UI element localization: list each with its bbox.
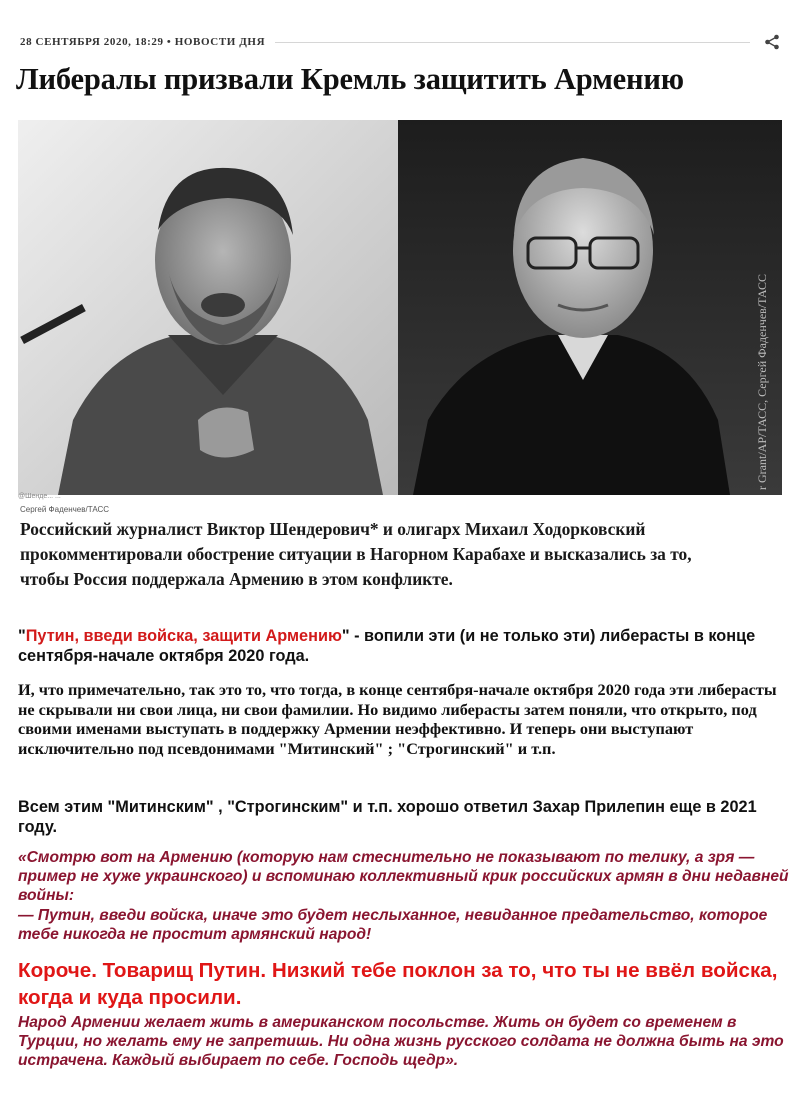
- p1-red-quote: Путин, введи войска, защити Армению: [25, 627, 342, 645]
- p1-rest: " - вопили эти (и не только эти) либерасты в конце сентября-начале октября 2020 года.: [18, 627, 756, 665]
- photo-credit-left: Сергей Фаденчев/ТАСС: [20, 505, 110, 514]
- photo-credit-right: r Grant/АР/ТАСС, Сергей Фаденчев/ТАСС: [755, 274, 769, 490]
- article-section[interactable]: НОВОСТИ ДНЯ: [174, 36, 266, 48]
- photo-collage: [18, 120, 782, 495]
- share-icon[interactable]: [764, 34, 780, 50]
- meta-separator: •: [166, 36, 172, 48]
- article-date: 28 СЕНТЯБРЯ 2020, 18:29: [20, 36, 164, 48]
- paragraph-3: Всем этим "Митинским" , "Строгинским" и т.п. хорошо ответил Захар Прилепин еще в 2021 году.: [18, 798, 757, 836]
- quote-line-1: «Смотрю вот на Армению (которую нам стеснительно не показывают по телику, а зря — пример не хуже украинского) и вспоминаю коллективный крик российских армян в дни недавней войны:: [18, 849, 789, 905]
- meta-divider: [275, 42, 750, 43]
- article-date-section: [20, 36, 265, 48]
- prilepin-quote-end: Народ Армении желает жить в американском посольстве. Жить он будет со временем в Турции, но желать ему не запретишь. Ни одна жизнь русского солдата не должна быть на это истрачена. Каждый выбирает по себе. Господь щедр».: [18, 1014, 784, 1070]
- article-photo: [18, 120, 782, 495]
- article-meta: [20, 34, 780, 50]
- highlight-statement: Короче. Товарищ Путин. Низкий тебе поклон за то, что ты не ввёл войска, когда и куда просили.: [18, 959, 778, 1009]
- paragraph-1: [18, 626, 788, 666]
- photo-credit-left-small: @Шенде... ...: [18, 493, 61, 500]
- p1-open-quote: ": [18, 627, 26, 645]
- prilepin-quote: [18, 848, 794, 944]
- article-headline: Либералы призвали Кремль защитить Армению: [16, 62, 684, 96]
- paragraph-2: И, что примечательно, так это то, что тогда, в конце сентября-начале октября 2020 года эти либерасты не скрывали ни свои лица, ни свои фамилии. Но видимо либерасты затем поняли, что открыто, под своими именами выступать в поддержку Армении неэффективно. И теперь они выступают исключительно под псевдонимами "Митинский" ; "Строгинский" и т.п.: [18, 680, 777, 758]
- article-lead: Российский журналист Виктор Шендерович* и олигарх Михаил Ходорковский прокомментировали обострение ситуации в Нагорном Карабахе и высказались за то, чтобы Россия поддержала Армению в этом конфликте.: [20, 519, 692, 589]
- quote-line-2: — Путин, введи войска, иначе это будет неслыханное, невиданное предательство, которое тебе никогда не простит армянский народ!: [18, 906, 768, 943]
